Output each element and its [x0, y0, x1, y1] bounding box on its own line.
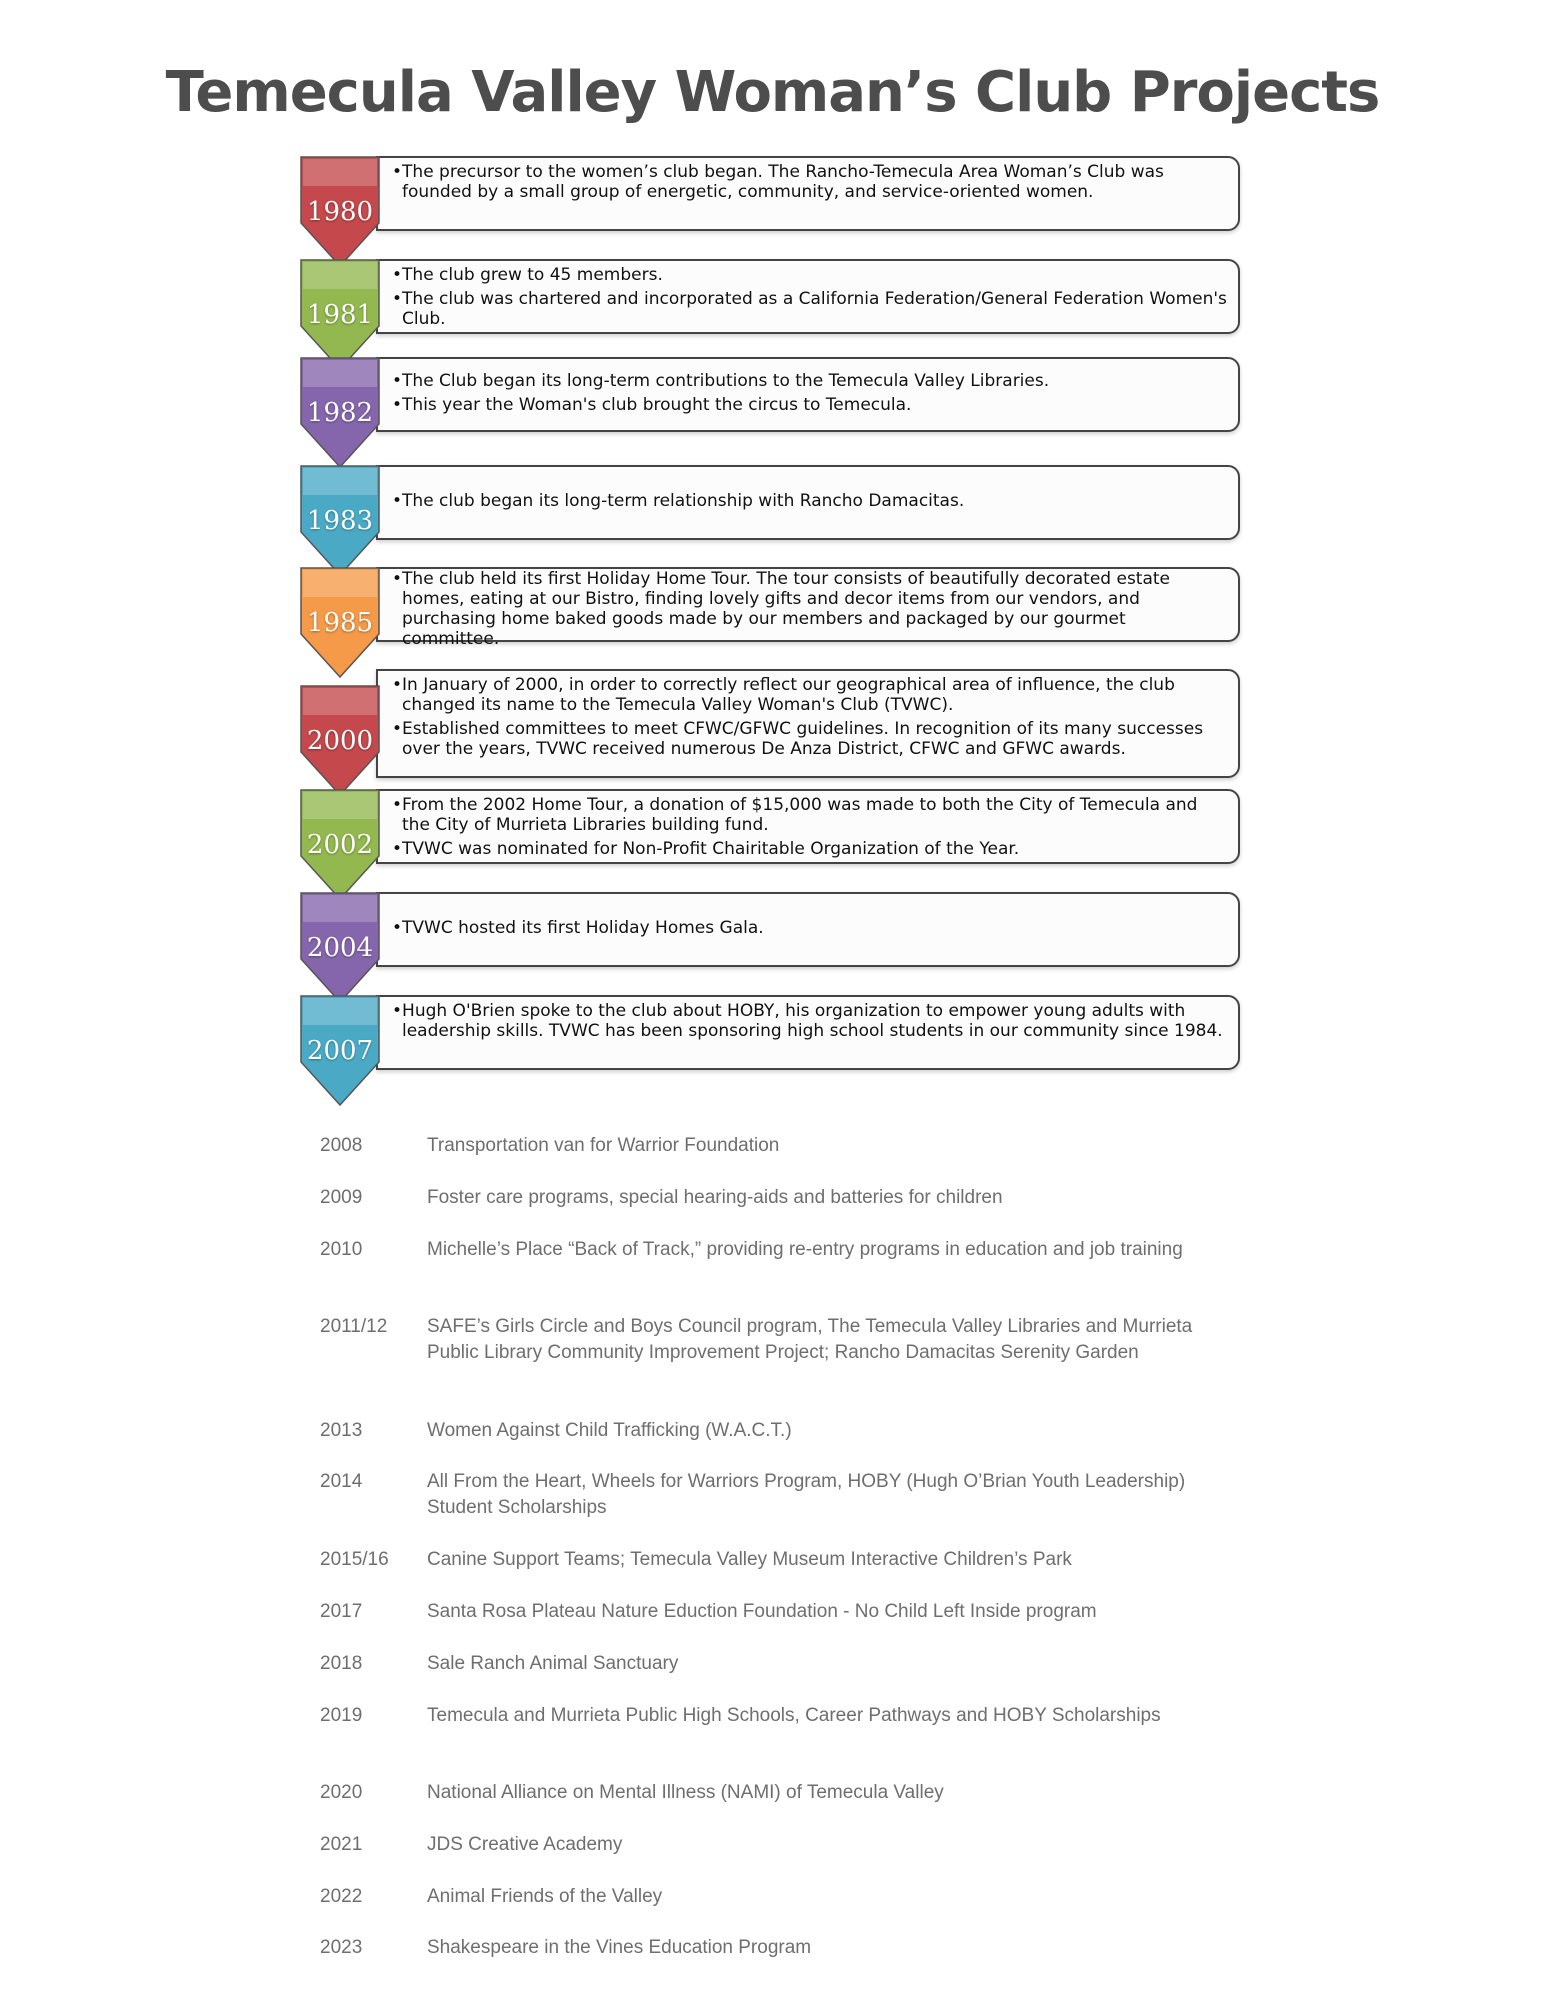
project-description: National Alliance on Mental Illness (NAMI) of Temecula Valley: [427, 1782, 944, 1803]
project-year: 2019: [320, 1705, 363, 1726]
chevron-icon: [300, 892, 380, 1004]
project-description: Temecula and Murrieta Public High Schools, Career Pathways and HOBY Scholarships: [427, 1705, 1161, 1726]
timeline-year: 1980: [306, 197, 374, 227]
chevron-icon: [300, 567, 380, 679]
timeline-bullet: • From the 2002 Home Tour, a donation of $15,000 was made to both the City of Temecula and the City of Murrieta Libraries building fund.: [392, 795, 1228, 835]
project-description: Animal Friends of the Valley: [427, 1886, 663, 1907]
project-year: 2022: [320, 1886, 363, 1907]
timeline-entry-2000: [300, 669, 1240, 769]
timeline-text-box: [376, 995, 1240, 1070]
project-year: 2010: [320, 1239, 363, 1260]
chevron-icon: [300, 789, 380, 901]
project-description: Shakespeare in the Vines Education Program: [427, 1937, 812, 1958]
timeline-bullet: • This year the Woman's club brought the circus to Temecula.: [392, 395, 1049, 415]
timeline-year: 2007: [306, 1036, 374, 1066]
timeline-entry-1982: [300, 357, 1240, 457]
timeline-bullet: • The club held its first Holiday Home Tour. The tour consists of beautifully decorated estate homes, eating at our Bistro, finding lovely gifts and decor items from our vendors, and purchasing home baked goods made by our members and packaged by our gourmet committee.: [392, 569, 1228, 649]
timeline-entry-2004: [300, 892, 1240, 992]
timeline-entry-2007: [300, 995, 1240, 1095]
project-description: SAFE’s Girls Circle and Boys Council program, The Temecula Valley Libraries and Murrieta Public Library Community Improvement Project; Rancho Damacitas Serenity Garden: [427, 1316, 1193, 1363]
timeline-entry-1980: [300, 156, 1240, 256]
timeline-bullet: • The precursor to the women’s club began. The Rancho-Temecula Area Woman’s Club was founded by a small group of energetic, community, and service-oriented women.: [392, 162, 1228, 202]
project-description: JDS Creative Academy: [427, 1834, 623, 1855]
timeline-entry-1983: [300, 465, 1240, 565]
timeline-text-box: [376, 789, 1240, 864]
chevron-icon: [300, 156, 380, 268]
timeline-bullet: • Established committees to meet CFWC/GFWC guidelines. In recognition of its many successes over the years, TVWC received numerous De Anza District, CFWC and GFWC awards.: [392, 719, 1228, 759]
project-year: 2009: [320, 1187, 363, 1208]
chevron-icon: [300, 357, 380, 469]
timeline-year: 1981: [306, 300, 374, 330]
project-description: Foster care programs, special hearing-aids and batteries for children: [427, 1187, 1003, 1208]
chevron-icon: [300, 259, 380, 371]
project-year: 2021: [320, 1834, 363, 1855]
page-title: Temecula Valley Woman’s Club Projects: [165, 60, 1380, 125]
timeline-year: 2000: [306, 726, 374, 756]
timeline-text-box: [376, 669, 1240, 778]
project-description: Women Against Child Trafficking (W.A.C.T.): [427, 1420, 792, 1441]
timeline-bullet: • The Club began its long-term contributions to the Temecula Valley Libraries.: [392, 371, 1049, 391]
timeline-text-box: [376, 892, 1240, 967]
timeline-bullet: • The club began its long-term relationship with Rancho Damacitas.: [392, 491, 964, 511]
project-year: 2014: [320, 1471, 363, 1492]
timeline-entry-1981: [300, 259, 1240, 359]
project-description: Michelle’s Place “Back of Track,” providing re-entry programs in education and job training: [427, 1239, 1183, 1260]
project-year: 2020: [320, 1782, 363, 1803]
project-description: All From the Heart, Wheels for Warriors Program, HOBY (Hugh O’Brian Youth Leadership) Student Scholarships: [427, 1471, 1186, 1518]
timeline-bullet: • TVWC was nominated for Non-Profit Chairitable Organization of the Year.: [392, 839, 1228, 859]
project-year: 2013: [320, 1420, 363, 1441]
chevron-icon: [300, 685, 380, 797]
timeline-text-box: [376, 357, 1240, 432]
project-description: Sale Ranch Animal Sanctuary: [427, 1653, 679, 1674]
project-description: Transportation van for Warrior Foundation: [427, 1135, 780, 1156]
project-description: Santa Rosa Plateau Nature Eduction Foundation - No Child Left Inside program: [427, 1601, 1097, 1622]
timeline-year: 2002: [306, 830, 374, 860]
timeline-text-box: [376, 567, 1240, 649]
project-year: 2008: [320, 1135, 363, 1156]
timeline-year: 1982: [306, 398, 374, 428]
timeline-bullet: • TVWC hosted its first Holiday Homes Gala.: [392, 918, 764, 938]
timeline-text-box: [376, 465, 1240, 540]
project-year: 2011/12: [320, 1316, 388, 1337]
timeline-bullet: • In January of 2000, in order to correctly reflect our geographical area of influence, the club changed its name to the Temecula Valley Woman's Club (TVWC).: [392, 675, 1228, 715]
timeline-bullet: • The club was chartered and incorporated as a California Federation/General Federation Women's Club.: [392, 289, 1228, 329]
timeline-entry-1985: [300, 567, 1240, 667]
timeline-text-box: [376, 259, 1240, 334]
timeline-year: 2004: [306, 933, 374, 963]
chevron-icon: [300, 465, 380, 577]
timeline-text-box: [376, 156, 1240, 231]
timeline-year: 1983: [306, 506, 374, 536]
chevron-icon: [300, 995, 380, 1107]
timeline-bullet: • Hugh O'Brien spoke to the club about HOBY, his organization to empower young adults with leadership skills. TVWC has been sponsoring high school students in our community since 1984.: [392, 1001, 1228, 1041]
timeline-year: 1985: [306, 608, 374, 638]
project-year: 2023: [320, 1937, 363, 1958]
timeline: [300, 156, 1240, 1116]
timeline-entry-2002: [300, 789, 1240, 889]
project-year: 2018: [320, 1653, 363, 1674]
timeline-bullet: • The club grew to 45 members.: [392, 265, 1228, 285]
project-year: 2017: [320, 1601, 363, 1622]
project-description: Canine Support Teams; Temecula Valley Museum Interactive Children’s Park: [427, 1549, 1072, 1570]
project-year: 2015/16: [320, 1549, 389, 1570]
